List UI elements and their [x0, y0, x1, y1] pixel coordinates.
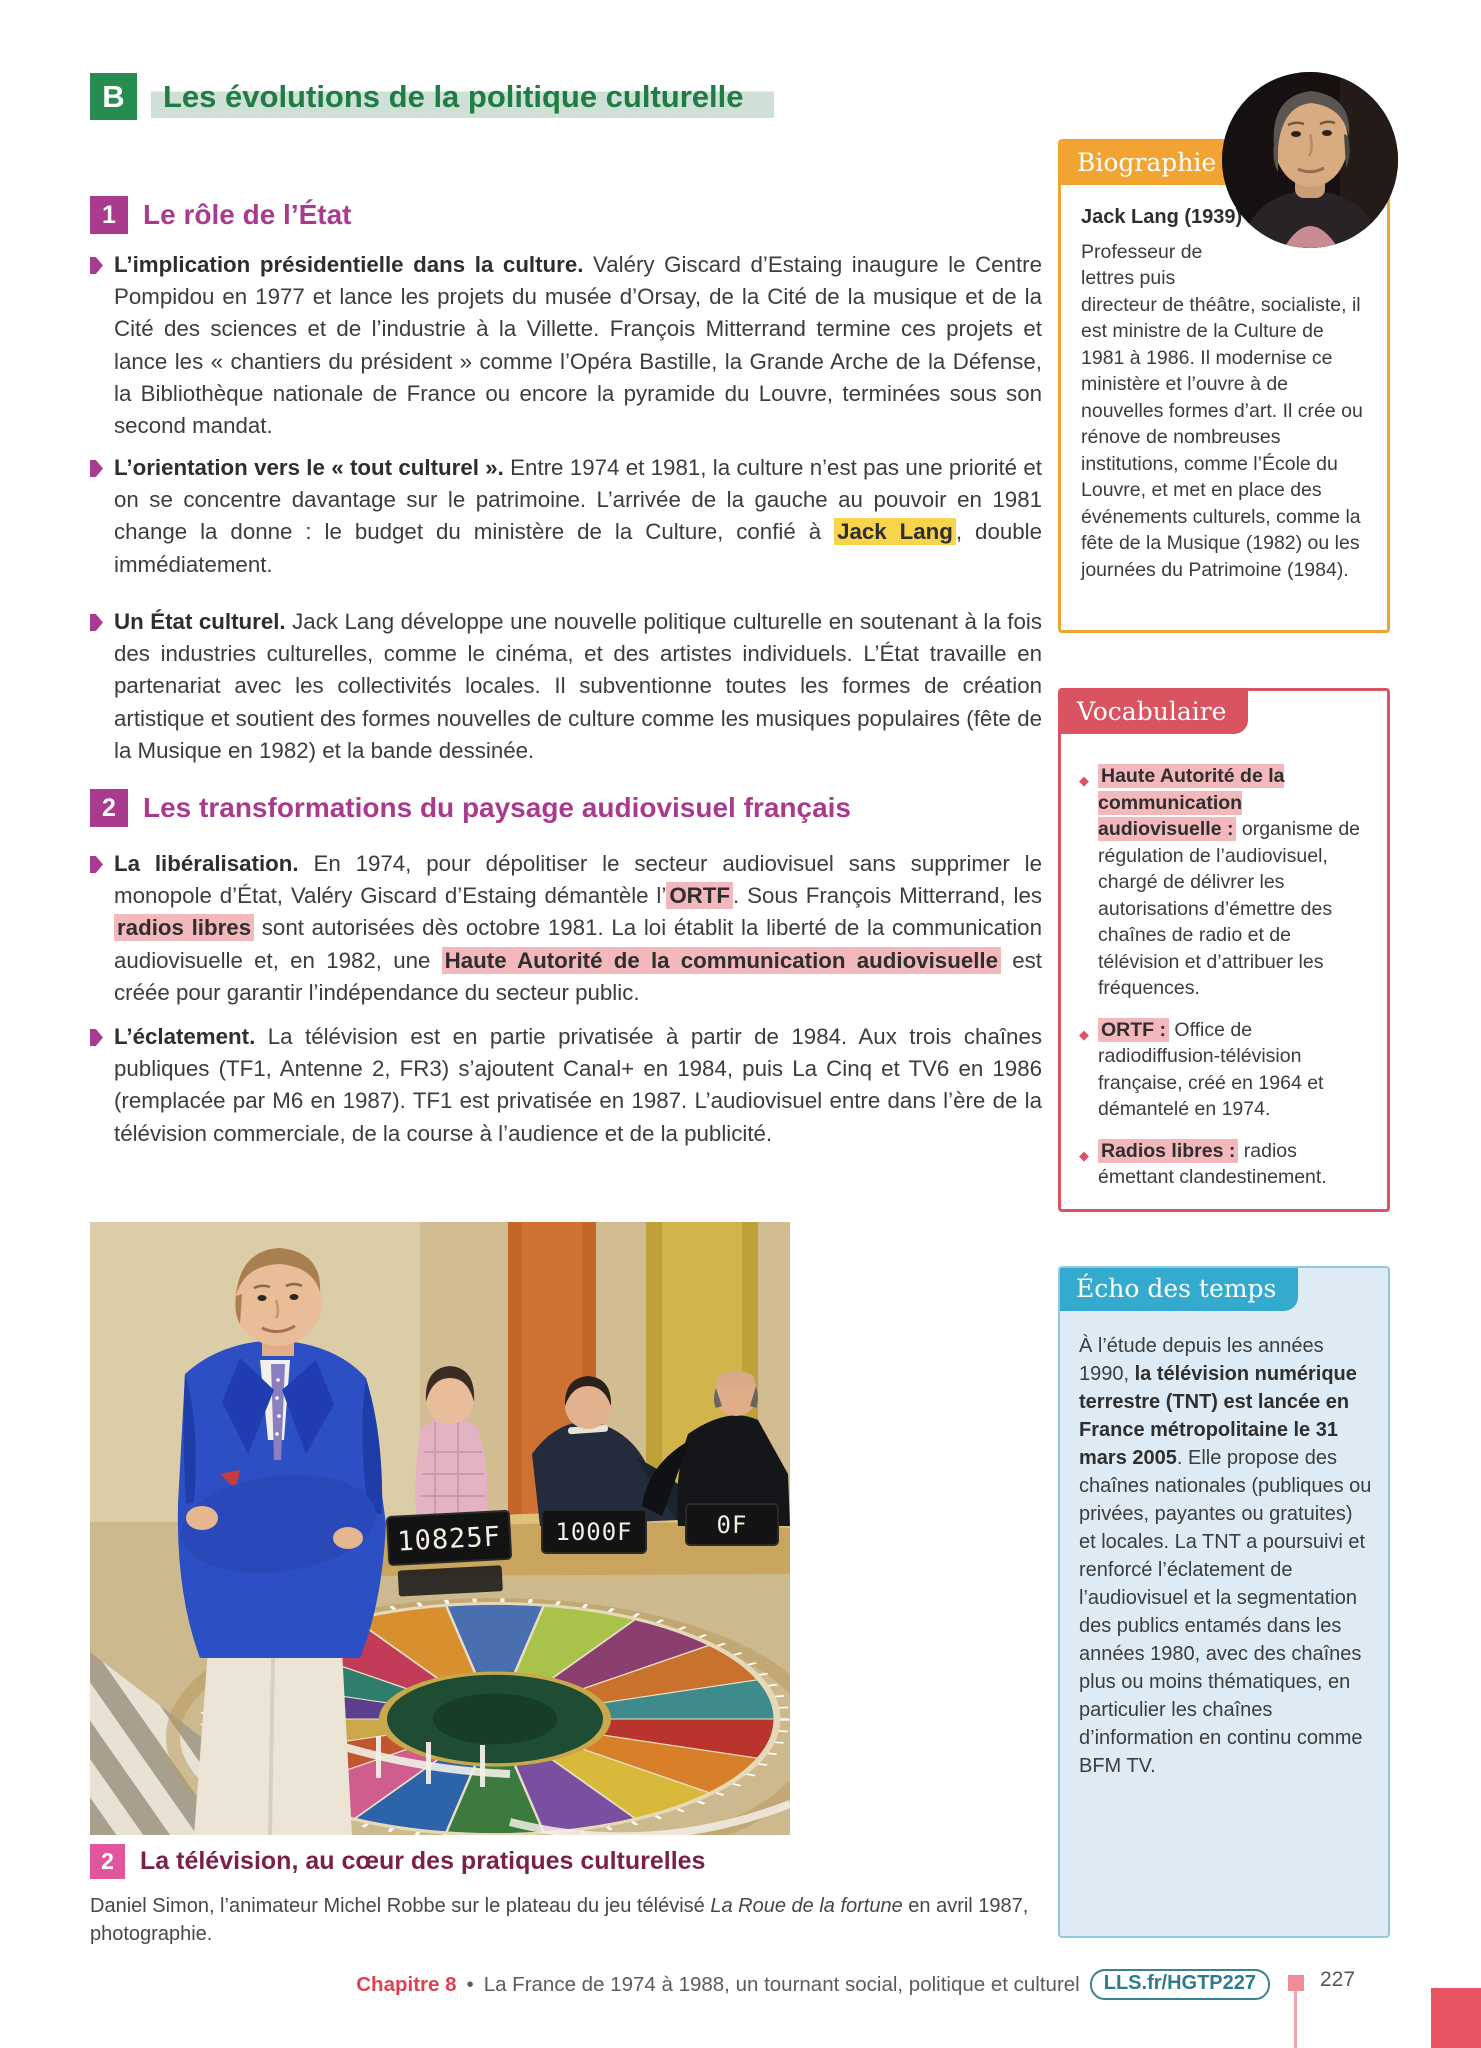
- paragraph-text: L’implication présidentielle dans la culture. Valéry Giscard d’Estaing inaugure le Centre Pompidou en 1977 et lance les projets du musée d’Orsay, de la Cité de la musique et de la Cité des sciences et de l’industrie à la Villette. François Mitterrand termine ces projets et lance les « chantiers du président » comme l’Opéra Bastille, la Grande Arche de la Défense, la Bibliothèque nationale de France ou encore la pyramide du Louvre, terminées sous son second mandat.: [114, 252, 1042, 439]
- paragraph-text: La libéralisation. En 1974, pour dépolitiser le secteur audiovisuel sans supprimer le monopole d’État, Valéry Giscard d’Estaing démantèle l’ ORTF . Sous François Mitterrand, les radios libres sont autorisées dès octobre 1981. La loi établit la liberté de la communication audiovisuelle et, en 1982, une Haute Autorité de la communication audiovisuelle est créée pour garantir l’indépendance du secteur public.: [114, 851, 1043, 1005]
- section-1-title: Le rôle de l’État: [143, 199, 352, 230]
- page-number: 227: [1320, 1968, 1356, 1991]
- bullet-arrow-icon: [90, 856, 103, 873]
- diamond-bullet-icon: ◆: [1079, 1147, 1089, 1163]
- page-edge-tab: [1431, 1988, 1481, 2048]
- paragraph-orientation-tout-culturel: [90, 452, 1042, 581]
- caption-title: La télévision, au cœur des pratiques culturelles: [140, 1847, 706, 1875]
- photo-caption-text: Daniel Simon, l’animateur Michel Robbe sur le plateau du jeu télévisé La Roue de la fortune en avril 1987, photographie.: [90, 1895, 1029, 1945]
- paragraph-text: Un État culturel. Jack Lang développe une nouvelle politique culturelle en soutenant à la fois des industries culturelles, comme le cinéma, et des artistes individuels. L’État travaille en partenariat avec les collectivités locales. Il subventionne toutes les formes de création artistique et soutient des formes nouvelles de culture comme les musiques populaires (fête de la Musique en 1982) et la bande dessinée.: [114, 609, 1042, 763]
- section-b-title: Les évolutions de la politique culturelle: [151, 73, 774, 120]
- page-footer: [90, 1969, 1270, 2000]
- vocabulary-content: [1061, 691, 1387, 1191]
- bullet-arrow-icon: [90, 614, 103, 631]
- gameshow-illustration: [90, 1222, 790, 1835]
- bullet-arrow-icon: [90, 1029, 103, 1046]
- diamond-bullet-icon: ◆: [1079, 773, 1089, 788]
- scoreboard-3: 0F: [716, 1511, 748, 1539]
- section-2-heading: [90, 789, 851, 827]
- biography-name: Jack Lang (1939): [1081, 206, 1243, 228]
- biography-tab: Biographie: [1061, 142, 1238, 185]
- echo-des-temps-content: [1060, 1268, 1388, 1780]
- vocabulary-box: [1058, 688, 1390, 1212]
- biography-text: Professeur de lettres puis directeur de théâtre, socialiste, il est ministre de la Culture de 1981 à 1986. Il modernise ce ministère et l’ouvre à de nouvelles formes d’art. Il crée ou rénove de nombreuses institutions, comme l’École du Louvre, et met en place des événements culturels, comme la fête de la Musique (1982) ou les journées du Patrimoine (1984).: [1081, 240, 1363, 581]
- scoreboard-1: 10825F: [396, 1521, 502, 1558]
- echo-des-temps-box: [1058, 1266, 1390, 1938]
- bullet-arrow-icon: [90, 460, 103, 477]
- jack-lang-portrait: [1222, 72, 1398, 248]
- vocabulary-definition: Haute Autorité de la communication audiovisuelle : organisme de régulation de l’audiovisuel, chargé de délivrer les autorisations d’émettre des chaînes de radio et de télévision et d’attribuer les fréquences.: [1098, 765, 1361, 999]
- paragraph-liberalisation: [90, 848, 1042, 1009]
- vocabulary-tab: Vocabulaire: [1061, 691, 1248, 734]
- footer-separator: •: [466, 1972, 474, 1996]
- section-2-title: Les transformations du paysage audiovisuel français: [143, 792, 851, 823]
- caption-number-badge: 2: [90, 1844, 125, 1879]
- chapter-label: Chapitre 8: [356, 1972, 457, 1996]
- paragraph-eclatement: [90, 1021, 1042, 1150]
- photo-caption-heading: [90, 1844, 705, 1879]
- echo-des-temps-tab: Écho des temps: [1060, 1268, 1298, 1311]
- gameshow-photo: [90, 1222, 790, 1835]
- paragraph-text: L’éclatement. La télévision est en partie privatisée à partir de 1984. Aux trois chaînes publiques (TF1, Antenne 2, FR3) s’ajoutent Canal+ en 1984, puis La Cinq et TV6 en 1986 (remplacée par M6 en 1987). TF1 est privatisée en 1987. L’audiovisuel entre dans l’ère de la télévision commerciale, de la course à l’audience et de la publicité.: [114, 1024, 1042, 1146]
- vocabulary-entry: [1079, 1017, 1371, 1123]
- echo-des-temps-text: À l’étude depuis les années 1990, la télévision numérique terrestre (TNT) est lancée en France métropolitaine le 31 mars 2005. Elle propose des chaînes nationales (publiques ou privées, payantes ou gratuites) et locales. La TNT a poursuivi et renforcé l’éclatement de l’audiovisuel et la segmentation des publics entamés dans les années 1980, avec des chaînes plus ou moins thématiques, en particulier les chaînes d’information en continu comme BFM TV.: [1079, 1335, 1372, 1777]
- page-marker-square: [1288, 1975, 1304, 1991]
- vocabulary-definition: Radios libres : radios émettant clandestinement.: [1098, 1139, 1327, 1188]
- section-2-number-badge: 2: [90, 789, 128, 827]
- vocabulary-entry: [1079, 763, 1371, 1002]
- vocabulary-definition: ORTF : Office de radiodiffusion-télévision française, créé en 1964 et démantelé en 1974.: [1098, 1018, 1324, 1120]
- portrait-illustration: [1222, 72, 1398, 248]
- scoreboard-2: 1000F: [555, 1518, 633, 1546]
- paragraph-implication-presidentielle: [90, 249, 1042, 442]
- paragraph-text: L’orientation vers le « tout culturel ». Entre 1974 et 1981, la culture n’est pas une priorité et on se concentre davantage sur le patrimoine. L’arrivée de la gauche au pouvoir en 1981 change la donne : le budget du ministère de la Culture, confié à Jack Lang , double immédiatement.: [114, 455, 1042, 577]
- chapter-title: La France de 1974 à 1988, un tournant social, politique et culturel: [483, 1972, 1080, 1996]
- bullet-arrow-icon: [90, 257, 103, 274]
- section-1-number-badge: 1: [90, 196, 128, 234]
- lls-code-link[interactable]: LLS.fr/HGTP227: [1090, 1969, 1270, 2000]
- paragraph-etat-culturel: [90, 606, 1042, 767]
- diamond-bullet-icon: ◆: [1079, 1026, 1089, 1042]
- section-1-heading: [90, 196, 352, 234]
- section-b-header: [90, 73, 774, 120]
- section-b-badge: B: [90, 73, 137, 120]
- page-marker-line: [1294, 1991, 1297, 2048]
- vocabulary-entry: [1079, 1138, 1371, 1191]
